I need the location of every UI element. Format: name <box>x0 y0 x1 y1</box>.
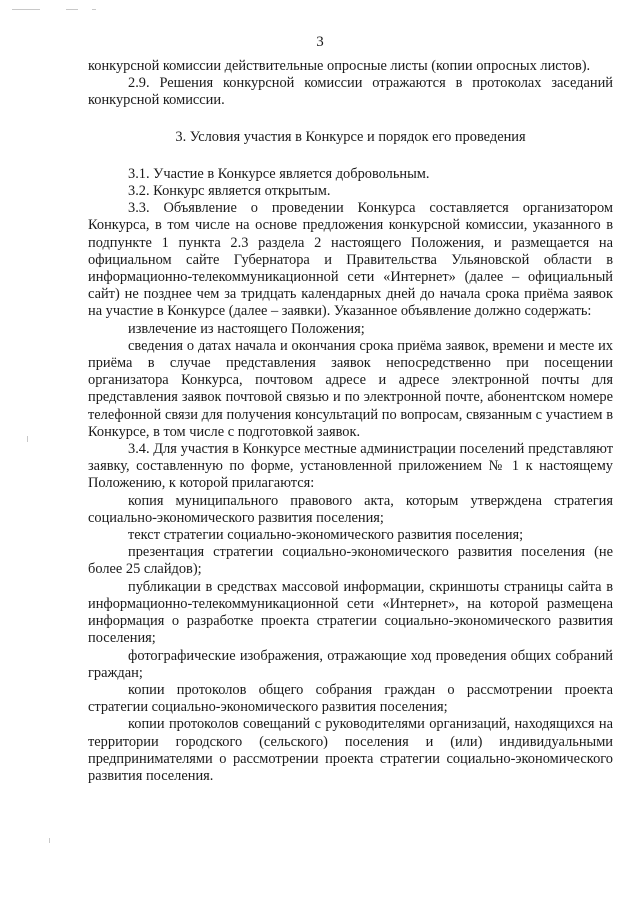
paragraph: конкурсной комиссии действительные опросные листы (копии опросных листов). <box>88 58 591 74</box>
paragraph: 2.9. Решения конкурсной комиссии отражаются в протоколах заседаний конкурсной комиссии. <box>88 75 613 109</box>
scan-artifact <box>27 436 28 442</box>
paragraph: презентация стратегии социально-экономического развития поселения (не более 25 слайдов); <box>88 544 613 578</box>
document-body <box>88 58 613 785</box>
paragraph: фотографические изображения, отражающие ход проведения общих собраний граждан; <box>88 647 613 681</box>
paragraph: извлечение из настоящего Положения; <box>128 320 365 337</box>
paragraph: копия муниципального правового акта, которым утверждена стратегия социально-экономического развития поселения; <box>88 492 613 526</box>
scan-artifact <box>12 9 40 10</box>
paragraph: 3.2. Конкурс является открытым. <box>128 183 331 200</box>
scan-artifact <box>66 9 78 10</box>
paragraph: 3.3. Объявление о проведении Конкурса составляется организатором Конкурса, в том числе на основе предложения конкурсной комиссии, указанного в подпункте 1 пункта 2.3 раздела 2 настоящего Положения, и размещается на официальном сайте Губернатора и Правительства Ульяновской области в информационно-телекоммуникационной сети «Интернет» (далее – официальный сайт) не позднее чем за тридцать календарных дней до начала срока приёма заявок на участие в Конкурсе (далее – заявки). Указанное объявление должно содержать: <box>88 200 613 320</box>
paragraph: копии протоколов общего собрания граждан о рассмотрении проекта стратегии социально-экономического развития поселения; <box>88 681 613 716</box>
paragraph: 3.1. Участие в Конкурсе является добровольным. <box>128 165 430 182</box>
paragraph: публикации в средствах массовой информации, скриншоты страницы сайта в информационно-телекоммуникационной сети «Интернет», на которой размещена информация о разработке проекта стратегии социально-экономического развития поселения; <box>88 578 613 647</box>
paragraph: 3.4. Для участия в Конкурсе местные администрации поселений представляют заявку, составленную по форме, установленной приложением № 1 к настоящему Положению, к которой прилагаются: <box>88 441 613 492</box>
paragraph: копии протоколов совещаний с руководителями организаций, находящихся на территории городского (сельского) поселения и (или) индивидуальными предпринимателями о рассмотрении проекта стратегии социально-экономического развития поселения. <box>88 716 613 784</box>
paragraph: текст стратегии социально-экономического развития поселения; <box>128 527 524 544</box>
scan-artifact <box>49 838 50 843</box>
scan-artifact <box>92 9 96 10</box>
section-heading: 3. Условия участия в Конкурсе и порядок его проведения <box>175 128 526 145</box>
paragraph: сведения о датах начала и окончания срока приёма заявок, времени и месте их приёма в случае представления заявок непосредственно при посещении организатора Конкурса, почтовом адресе и адресе электронной почты для представления заявок почтовой связью и по электронной почте, абонентском номере телефонной связи для получения консультаций по вопросам, связанным с участием в Конкурсе, в том числе с подготовкой заявок. <box>88 337 613 440</box>
page-number: 3 <box>316 34 324 50</box>
